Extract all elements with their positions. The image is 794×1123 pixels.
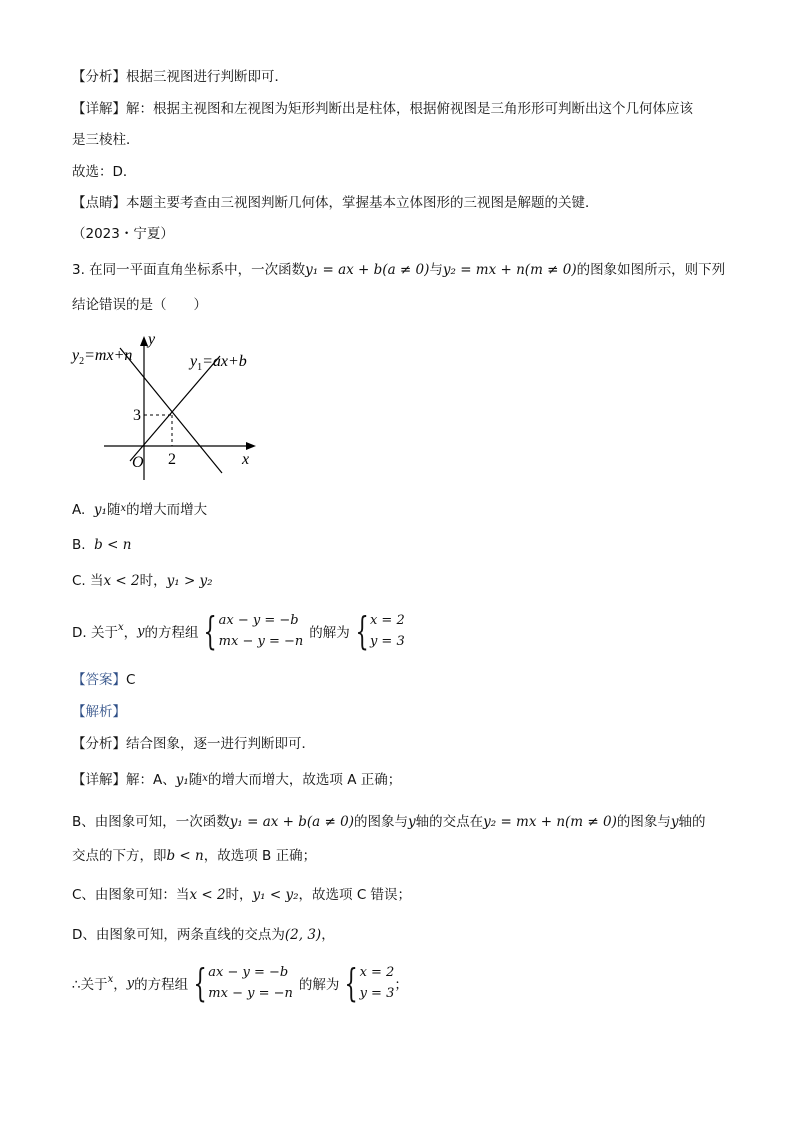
y-axis-arrow (140, 336, 148, 346)
answer-value: C (126, 672, 136, 688)
axis-label-y: y (148, 331, 156, 348)
option-d-solution: x = 2 y = 3 (369, 613, 405, 649)
solution-d-system-line: ∴关于 x ， y 的方程组 { ax − y = −b mx − y = −n 的解为 { x = 2 y = 3 ； (72, 961, 408, 1005)
stem-y1-formula: y₁ = ax + b(a ≠ 0) (305, 262, 430, 278)
analysis-label: 【解析】 (72, 704, 126, 720)
label-y1: $y_1=ax+b$ (190, 353, 247, 373)
question-stem (72, 261, 725, 279)
function-graph (70, 330, 270, 480)
stem-text-2: 与 (429, 262, 443, 278)
solution-c: C、由图象可知：当x < 2时，y₁ < y₂，故选项 C 错误； (72, 887, 412, 903)
detail-line-cont: 是三棱柱． (72, 132, 140, 148)
solution-a: 【详解】解：A、y₁随$^x$的增大而增大，故选项 A 正确； (72, 772, 402, 788)
solution-d: D、由图象可知，两条直线的交点为(2, 3)， (72, 927, 335, 943)
option-c: C. 当x < 2时，y₁ > y₂ (72, 573, 213, 589)
analysis-line: 【分析】根据三视图进行判断即可． (72, 69, 288, 85)
answer-line (72, 671, 135, 689)
solution-system: ax − y = −b mx − y = −n (208, 965, 293, 1001)
source-tag: （2023・宁夏） (72, 226, 174, 242)
brace-icon: { (344, 961, 359, 1005)
stem-text-1: 3. 在同一平面直角坐标系中，一次函数 (72, 262, 306, 278)
stem-text-3: 的图象如图所示，则下列 (576, 262, 726, 278)
solution-result: x = 2 y = 3 (359, 965, 395, 1001)
option-c-math: y₁ > y₂ (166, 573, 213, 589)
answer-label: 【答案】 (72, 672, 126, 688)
solution-analysis: 【分析】结合图象，逐一进行判断即可． (72, 736, 315, 752)
tick-label-y-3: 3 (133, 407, 141, 424)
detail-line: 【详解】解：根据主视图和左视图为矩形判断出是柱体，根据俯视图是三角形形可判断出这个几何体应该 (72, 101, 693, 117)
question-stem-cont: 结论错误的是（ ） (72, 297, 207, 313)
tick-label-x-2: 2 (168, 451, 176, 468)
brace-icon: { (355, 609, 369, 653)
option-d-system: ax − y = −b mx − y = −n (218, 613, 304, 649)
choice-line: 故选：D． (72, 164, 137, 180)
origin-label: O (132, 454, 144, 471)
stem-y2-formula: y₂ = mx + n(m ≠ 0) (442, 262, 577, 278)
solution-b: B、由图象可知，一次函数y₁ = ax + b(a ≠ 0)的图象与y轴的交点在y₂ = mx + n(m ≠ 0)的图象与y轴的 (72, 814, 706, 830)
key-point-line: 【点睛】本题主要考查由三视图判断几何体，掌握基本立体图形的三视图是解题的关键． (72, 195, 599, 211)
option-b: B. b < n (72, 537, 132, 553)
option-b-math: b < n (94, 537, 132, 553)
brace-icon: { (203, 609, 218, 653)
option-a: A. y₁随$^x$的增大而增大 (72, 502, 208, 518)
option-d: D. 关于 x ， y 的方程组 { ax − y = −b mx − y = −n 的解为 { x = 2 y = 3 (72, 609, 405, 653)
solution-b-cont: 交点的下方，即b < n，故选项 B 正确； (72, 848, 317, 864)
brace-icon: { (193, 961, 207, 1005)
axis-label-x: x (242, 451, 250, 468)
label-y2: $y_2=mx+n$ (72, 347, 133, 367)
x-axis-arrow (246, 442, 256, 450)
option-a-var: y₁ (93, 502, 107, 518)
